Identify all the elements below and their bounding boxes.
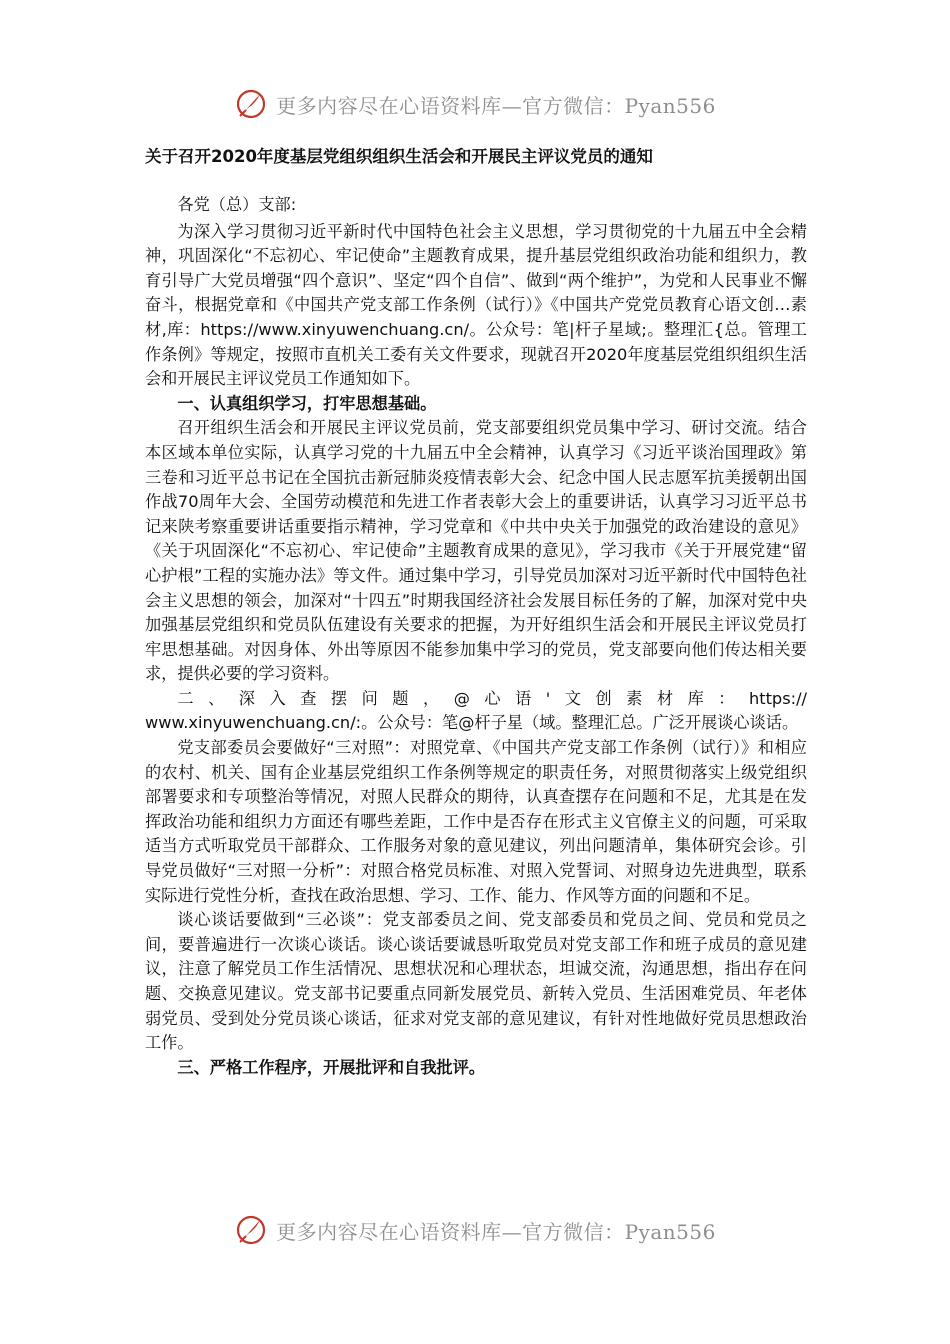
- quill-logo-icon: [234, 1213, 268, 1247]
- document-body: [145, 143, 807, 1080]
- intro-paragraph: 为深入学习贯彻习近平新时代中国特色社会主义思想，学习贯彻党的十九届五中全会精神，巩固深化“不忘初心、牢记使命”主题教育成果，提升基层党组织政治功能和组织力，教育引导广大党员增强“四个意识”、坚定“四个自信”、做到“两个维护”，为党和人民事业不懈奋斗，根据党章和《中国共产党支部工作条例（试行）》《中国共产党党员教育心语文创…素材,库：https://www.xinyuwenchuang.cn/。公众号：笔|杆子星域;。整理汇{总。管理工作条例》等规定，按照市直机关工委有关文件要求，现就召开2020年度基层党组织组织生活会和开展民主评议党员工作通知如下。: [145, 221, 807, 389]
- header-watermark-banner: [0, 82, 950, 126]
- section2-paragraph-1: 党支部委员会要做好“三对照”：对照党章、《中国共产党支部工作条例（试行）》和相应的农村、机关、国有企业基层党组织工作条例等规定的职责任务，对照贯彻落实上级党组织部署要求和专项整治等情况，对照人民群众的期待，认真查摆存在问题和不足，尤其是在发挥政治功能和组织力方面还有哪些差距，工作中是否存在形式主义官僚主义的问题，可采取适当方式听取党员干部群众、工作服务对象的意见建议，列出问题清单，集体研究会诊。引导党员做好“三对照一分析”：对照合格党员标准、对照入党誓词、对照身边先进典型，联系实际进行党性分析，查找在政治思想、学习、工作、能力、作风等方面的问题和不足。: [145, 738, 807, 905]
- footer-watermark-banner: [0, 1208, 950, 1252]
- quill-logo-icon: [234, 87, 268, 121]
- document-title: 关于召开2020年度基层党组织组织生活会和开展民主评议党员的通知: [145, 147, 653, 166]
- watermark-text: 更多内容尽在心语资料库—官方微信：Pyan556: [276, 1219, 716, 1244]
- watermark-text: 更多内容尽在心语资料库—官方微信：Pyan556: [276, 93, 716, 118]
- section2-heading-line: 二、深入查摆问题，@心语'文创素材库：https://: [177, 688, 807, 708]
- greeting: 各党（总）支部:: [177, 195, 297, 214]
- section2-heading-continuation: www.xinyuwenchuang.cn/:。公众号：笔@杆子星（域。整理汇总。广泛开展谈心谈话。: [145, 713, 799, 733]
- section1-paragraph: 召开组织生活会和开展民主评议党员前，党支部要组织党员集中学习、研讨交流。结合本区域本单位实际，认真学习党的十九届五中全会精神，认真学习《习近平谈治国理政》第三卷和习近平总书记在全国抗击新冠肺炎疫情表彰大会、纪念中国人民志愿军抗美援朝出国作战70周年大会、全国劳动模范和先进工作者表彰大会上的重要讲话，认真学习习近平总书记来陕考察重要讲话重要指示精神，学习党章和《中共中央关于加强党的政治建设的意见》《关于巩固深化“不忘初心、牢记使命”主题教育成果的意见》，学习我市《关于开展党建“留心护根”工程的实施办法》等文件。通过集中学习，引导党员加深对习近平新时代中国特色社会主义思想的领会，加深对“十四五”时期我国经济社会发展目标任务的了解，加深对党中央加强基层党组织和党员队伍建设有关要求的把握，为开好组织生活会和开展民主评议党员打牢思想基础。对因身体、外出等原因不能参加集中学习的党员，党支部要向他们传达相关要求，提供必要的学习资料。: [145, 418, 807, 684]
- section3-heading: 三、严格工作程序，开展批评和自我批评。: [177, 1057, 485, 1077]
- section2-paragraph-2: 谈心谈话要做到“三必谈”：党支部委员之间、党支部委员和党员之间、党员和党员之间，要普遍进行一次谈心谈话。谈心谈话要诚恳听取党员对党支部工作和班子成员的意见建议，注意了解党员工作生活情况、思想状况和心理状态，坦诚交流，沟通思想，指出存在问题、交换意见建议。党支部书记要重点同新发展党员、新转入党员、生活困难党员、年老体弱党员、受到处分党员谈心谈话，征求对党支部的意见建议，有针对性地做好党员思想政治工作。: [145, 910, 807, 1053]
- section1-heading: 一、认真组织学习，打牢思想基础。: [177, 393, 437, 413]
